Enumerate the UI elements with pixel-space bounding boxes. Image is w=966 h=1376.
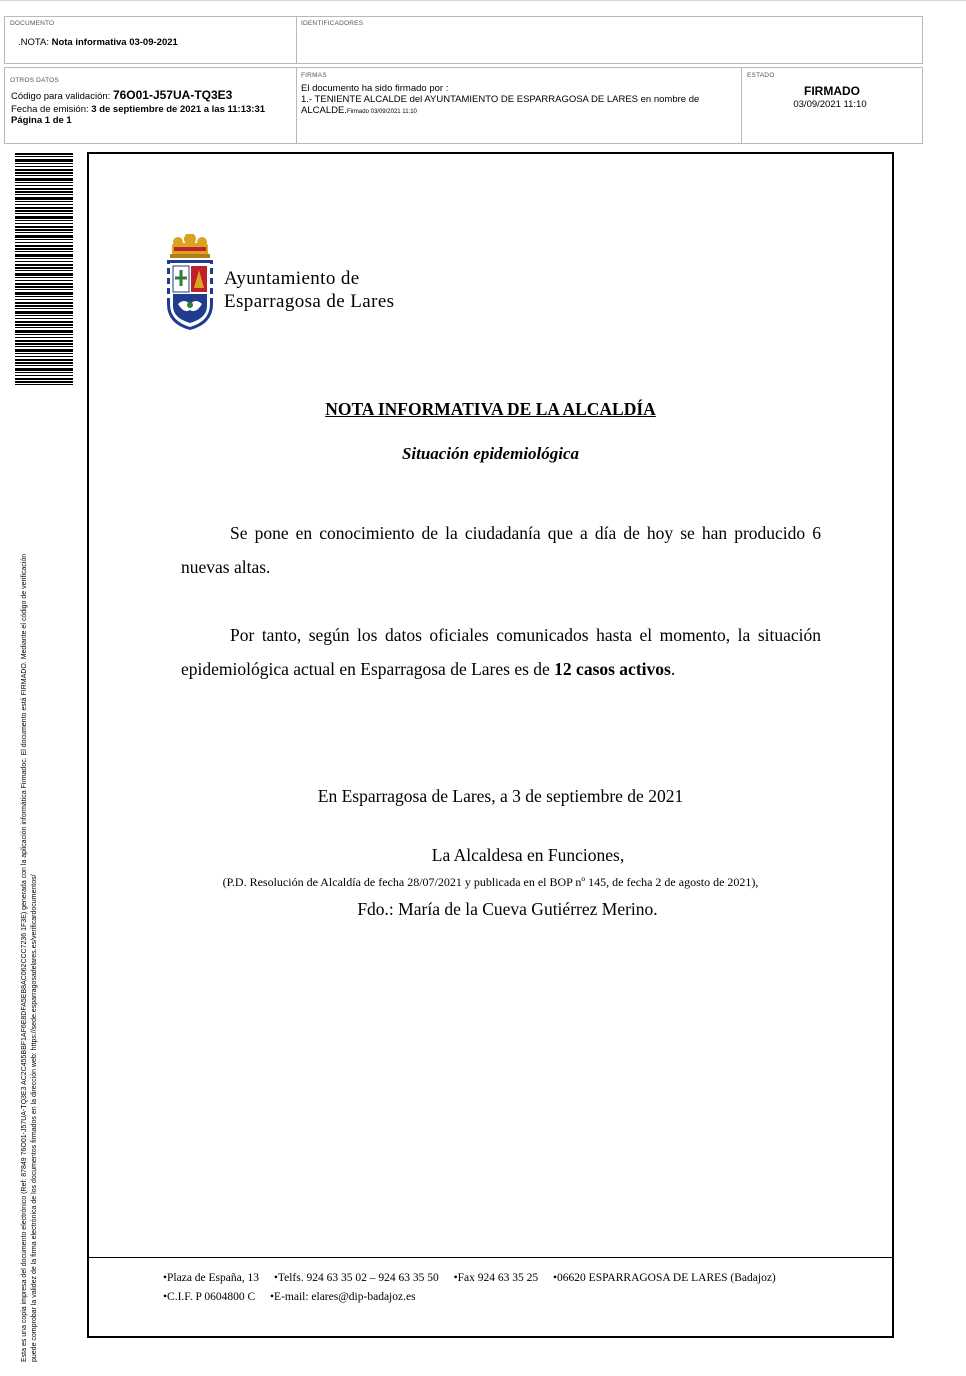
codigo-validacion: Código para validación: 76O01-J57UA-TQ3E3: [11, 88, 233, 102]
otros-caption: OTROS DATOS: [10, 77, 59, 84]
footer-rule: [89, 1257, 892, 1258]
organization-name: [224, 267, 394, 313]
organization-line-1: Ayuntamiento de: [224, 268, 360, 289]
place-date: En Esparragosa de Lares, a 3 de septiembre de 2021: [317, 786, 684, 806]
fecha-emision: Fecha de emisión: 3 de septiembre de 2021 a las 11:13:31: [11, 104, 266, 115]
footer-fax: •Fax 924 63 35 25: [453, 1272, 539, 1284]
footer-phones: •Telfs. 924 63 35 02 – 924 63 35 50: [273, 1272, 439, 1284]
footer-postal: •06620 ESPARRAGOSA DE LARES (Badajoz): [553, 1272, 776, 1284]
verification-note-line-1: Esta es una copia impresa del documento electrónico (Ref: 87849 76O01-J57UA-TQ3E3 AC2C455BBF1AF6E8DFA5EB8AC062CCC7236 1F3E) generada con la aplicación informática Firmadoc. El documento está FIRMADO. Mediante el código de verificación: [21, 553, 28, 1362]
footer-email: •E-mail: elares@dip-badajoz.es: [270, 1291, 416, 1303]
header-identificadores-box: [296, 16, 923, 64]
crest-icon: [164, 234, 216, 332]
estado-date: 03/09/2021 11:10: [793, 99, 867, 110]
top-rule: [0, 0, 966, 1]
documento-title: .NOTA: Nota informativa 03-09-2021: [18, 37, 178, 48]
firmas-line-1: El documento ha sido firmado por :: [301, 83, 449, 94]
organization-line-2: Esparragosa de Lares: [224, 291, 395, 312]
footer-address: •Plaza de España, 13: [163, 1272, 259, 1284]
header-estado-box: [741, 67, 923, 144]
header-firmas-box: [296, 67, 742, 144]
signer-role: La Alcaldesa en Funciones,: [431, 845, 625, 865]
document-subtitle: Situación epidemiológica: [401, 444, 580, 463]
firmas-caption: FIRMAS: [301, 72, 327, 79]
identificadores-caption: IDENTIFICADORES: [301, 20, 364, 27]
barcode: [15, 153, 73, 385]
documento-caption: DOCUMENTO: [10, 20, 55, 27]
footer-line-1: [163, 1272, 788, 1284]
verification-note-line-2: puede comprobar la validez de la firma electrónica de los documentos firmados en la dirección web: https://sede.esparragosadelares.es/verificardocumentos/: [30, 874, 38, 1362]
paragraph-1: Se pone en conocimiento de la ciudadanía que a día de hoy se han producido 6 nuevas altas.: [181, 523, 821, 577]
firmas-line-3: ALCALDE.Firmado 03/09/2021 11:10: [301, 105, 417, 116]
verification-note: [20, 382, 39, 1362]
document-title: NOTA INFORMATIVA DE LA ALCALDÍA: [325, 399, 656, 419]
paragraph-2: Por tanto, según los datos oficiales comunicados hasta el momento, la situación epidemiológica actual en Esparragosa de Lares es de 12 casos activos.: [181, 625, 821, 679]
estado-caption: ESTADO: [747, 72, 775, 79]
estado-value: FIRMADO: [804, 84, 860, 98]
signer-name: Fdo.: María de la Cueva Gutiérrez Merino.: [357, 899, 658, 919]
pagina-count: Página 1 de 1: [11, 115, 72, 126]
header-documento-box: [4, 16, 297, 64]
active-cases: 12 casos activos: [554, 659, 671, 679]
footer-cif: •C.I.F. P 0604800 C: [163, 1291, 256, 1303]
firmas-line-2: 1.- TENIENTE ALCALDE del AYUNTAMIENTO DE ESPARRAGOSA DE LARES en nombre de: [301, 94, 700, 105]
resolution-note: (P.D. Resolución de Alcaldía de fecha 28/07/2021 y publicada en el BOP nº 145, de fecha 2 de agosto de 2021),: [222, 875, 759, 889]
document-page: [87, 152, 894, 1338]
header-otros-box: [4, 67, 297, 144]
footer-line-2: [163, 1291, 428, 1303]
